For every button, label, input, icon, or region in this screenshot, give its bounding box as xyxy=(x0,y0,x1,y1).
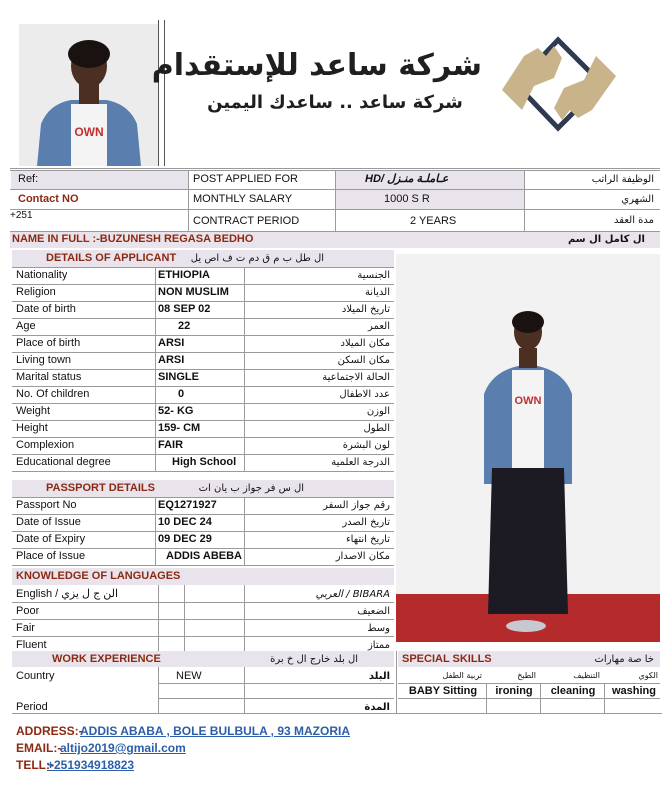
full-name-ar: ال كامل ال سم xyxy=(567,234,645,245)
detail-label: Weight xyxy=(16,405,51,417)
lang-english: English / الن ج ل يزي xyxy=(16,588,119,600)
contact-label: Contact NO xyxy=(18,193,79,205)
detail-value: NON MUSLIM xyxy=(158,286,229,298)
company-tagline-ar: شركة ساعد .. ساعدك اليمين xyxy=(207,92,463,113)
work-country-ar: البلد xyxy=(368,671,390,682)
detail-ar: الطول xyxy=(363,423,390,434)
detail-label: Marital status xyxy=(16,371,82,383)
skill-header-ar: التنظيف xyxy=(573,671,600,680)
lang-level-ar: وسط xyxy=(367,623,390,634)
detail-value: SINGLE xyxy=(158,371,199,383)
company-name-ar: شركة ساعد للإستقدام xyxy=(151,48,482,83)
work-country-value: NEW xyxy=(176,670,202,682)
detail-value: 159- CM xyxy=(158,422,201,434)
detail-label: Age xyxy=(16,320,36,332)
phone-code: +251 xyxy=(10,210,33,221)
detail-ar: تاريخ الميلاد xyxy=(341,304,390,315)
detail-value: 22 xyxy=(178,320,191,332)
work-country-label: Country xyxy=(16,670,55,682)
detail-ar: الديانة xyxy=(364,287,390,298)
skills-section-header: SPECIAL SKILLS خا صة مهارات xyxy=(398,651,660,667)
detail-label: Complexion xyxy=(16,439,75,451)
lang-level-label: Fair xyxy=(16,622,35,634)
contract-label: CONTRACT PERIOD xyxy=(193,215,300,227)
skill-item: cleaning xyxy=(550,685,596,697)
passport-label: Place of Issue xyxy=(16,550,86,562)
detail-label: Nationality xyxy=(16,269,68,281)
post-value: HD/ عـاملـة منـزل xyxy=(365,173,449,185)
detail-label: Place of birth xyxy=(16,337,81,349)
lang-level-ar: ممتاز xyxy=(367,640,390,651)
detail-label: Date of birth xyxy=(16,303,76,315)
post-ar: الوظيفة الراتب xyxy=(591,174,654,185)
lang-arabic: BIBARA / العربي xyxy=(315,589,390,600)
detail-value: ETHIOPIA xyxy=(158,269,210,281)
passport-ar: تاريخ انتهاء xyxy=(345,534,390,545)
svg-text:OWN: OWN xyxy=(74,125,104,139)
detail-value: High School xyxy=(172,456,237,468)
detail-ar: الدرجة العلمية xyxy=(331,457,390,468)
email-link[interactable]: altijo2019@gmail.com xyxy=(60,741,186,755)
passport-section-header: PASSPORT DETAILS ال س فر جواز ب يان ات xyxy=(12,480,394,497)
detail-ar: لون البشرة xyxy=(342,440,390,451)
passport-ar: رقم جواز السفر xyxy=(323,500,390,511)
detail-ar: الوزن xyxy=(366,406,390,417)
detail-label: No. Of children xyxy=(16,388,90,400)
applicant-photo-small xyxy=(19,24,158,166)
languages-section-header: KNOWLEDGE OF LANGUAGES xyxy=(12,568,394,585)
passport-value: EQ1271927 xyxy=(158,499,217,511)
detail-label: Living town xyxy=(16,354,72,366)
detail-label: Religion xyxy=(16,286,56,298)
contract-value: 2 YEARS xyxy=(410,215,457,227)
work-period-label: Period xyxy=(16,701,48,713)
detail-value: ARSI xyxy=(158,354,185,366)
detail-label: Height xyxy=(16,422,48,434)
post-label: POST APPLIED FOR xyxy=(193,173,298,185)
detail-value: 08 SEP 02 xyxy=(158,303,211,315)
detail-value: 0 xyxy=(178,388,185,400)
passport-ar: تاريخ الصدر xyxy=(342,517,390,528)
address-value[interactable]: ADDIS ABABA , BOLE BULBULA , 93 MAZORIA xyxy=(80,724,350,738)
handshake-logo xyxy=(494,26,624,148)
passport-value: 10 DEC 24 xyxy=(158,516,212,528)
detail-ar: مكان الميلاد xyxy=(340,338,390,349)
passport-label: Passport No xyxy=(16,499,77,511)
passport-label: Date of Issue xyxy=(16,516,81,528)
tel-label: TELL:- xyxy=(16,758,54,772)
lang-level-label: Fluent xyxy=(16,639,47,651)
passport-value: 09 DEC 29 xyxy=(158,533,212,545)
passport-ar: مكان الاصدار xyxy=(335,551,390,562)
skill-item: washing xyxy=(611,685,656,697)
contract-ar: مدة العقد xyxy=(614,215,654,226)
skill-header-ar: الطبخ xyxy=(517,671,536,680)
lang-level-label: Poor xyxy=(16,605,40,617)
detail-value: 52- KG xyxy=(158,405,194,417)
passport-label: Date of Expiry xyxy=(16,533,86,545)
header-divider-2 xyxy=(164,20,165,166)
detail-ar: الجنسية xyxy=(357,270,390,281)
work-period-ar: المدة xyxy=(364,702,390,713)
detail-value: ARSI xyxy=(158,337,185,349)
detail-ar: العمر xyxy=(368,321,390,332)
skill-item: BABY Sitting xyxy=(408,685,478,697)
skill-item: ironing xyxy=(495,685,533,697)
detail-ar: الحالة الاجتماعية xyxy=(322,372,390,383)
applicant-photo-full xyxy=(396,254,660,642)
address-label: ADDRESS:- xyxy=(16,724,83,738)
detail-ar: مكان السكن xyxy=(337,355,390,366)
tel-link[interactable]: +251934918823 xyxy=(47,758,135,772)
ref-label: Ref: xyxy=(18,173,39,185)
svg-text:OWN: OWN xyxy=(514,395,542,407)
work-section-header: WORK EXPERIENCE ال بلد خارج ال خ برة xyxy=(12,651,394,667)
lang-level-ar: الضعيف xyxy=(357,606,390,617)
skill-header-ar: الكوي xyxy=(638,671,658,680)
details-section-header: DETAILS OF APPLICANT ال طل ب م ق دم ت ف اص يل xyxy=(12,250,394,267)
email-label: EMAIL:- xyxy=(16,741,62,755)
passport-value: ADDIS ABEBA xyxy=(166,550,242,562)
detail-ar: عدد الاطفال xyxy=(339,389,390,400)
skill-header-ar: تربية الطفل xyxy=(442,671,482,680)
detail-label: Educational degree xyxy=(16,456,111,468)
header-divider xyxy=(158,20,159,166)
salary-label: MONTHLY SALARY xyxy=(193,193,293,205)
salary-value: 1000 S R xyxy=(384,193,430,205)
salary-ar: الشهري xyxy=(621,194,654,205)
detail-value: FAIR xyxy=(158,439,184,451)
full-name: NAME IN FULL :-BUZUNESH REGASA BEDHO xyxy=(12,233,254,245)
